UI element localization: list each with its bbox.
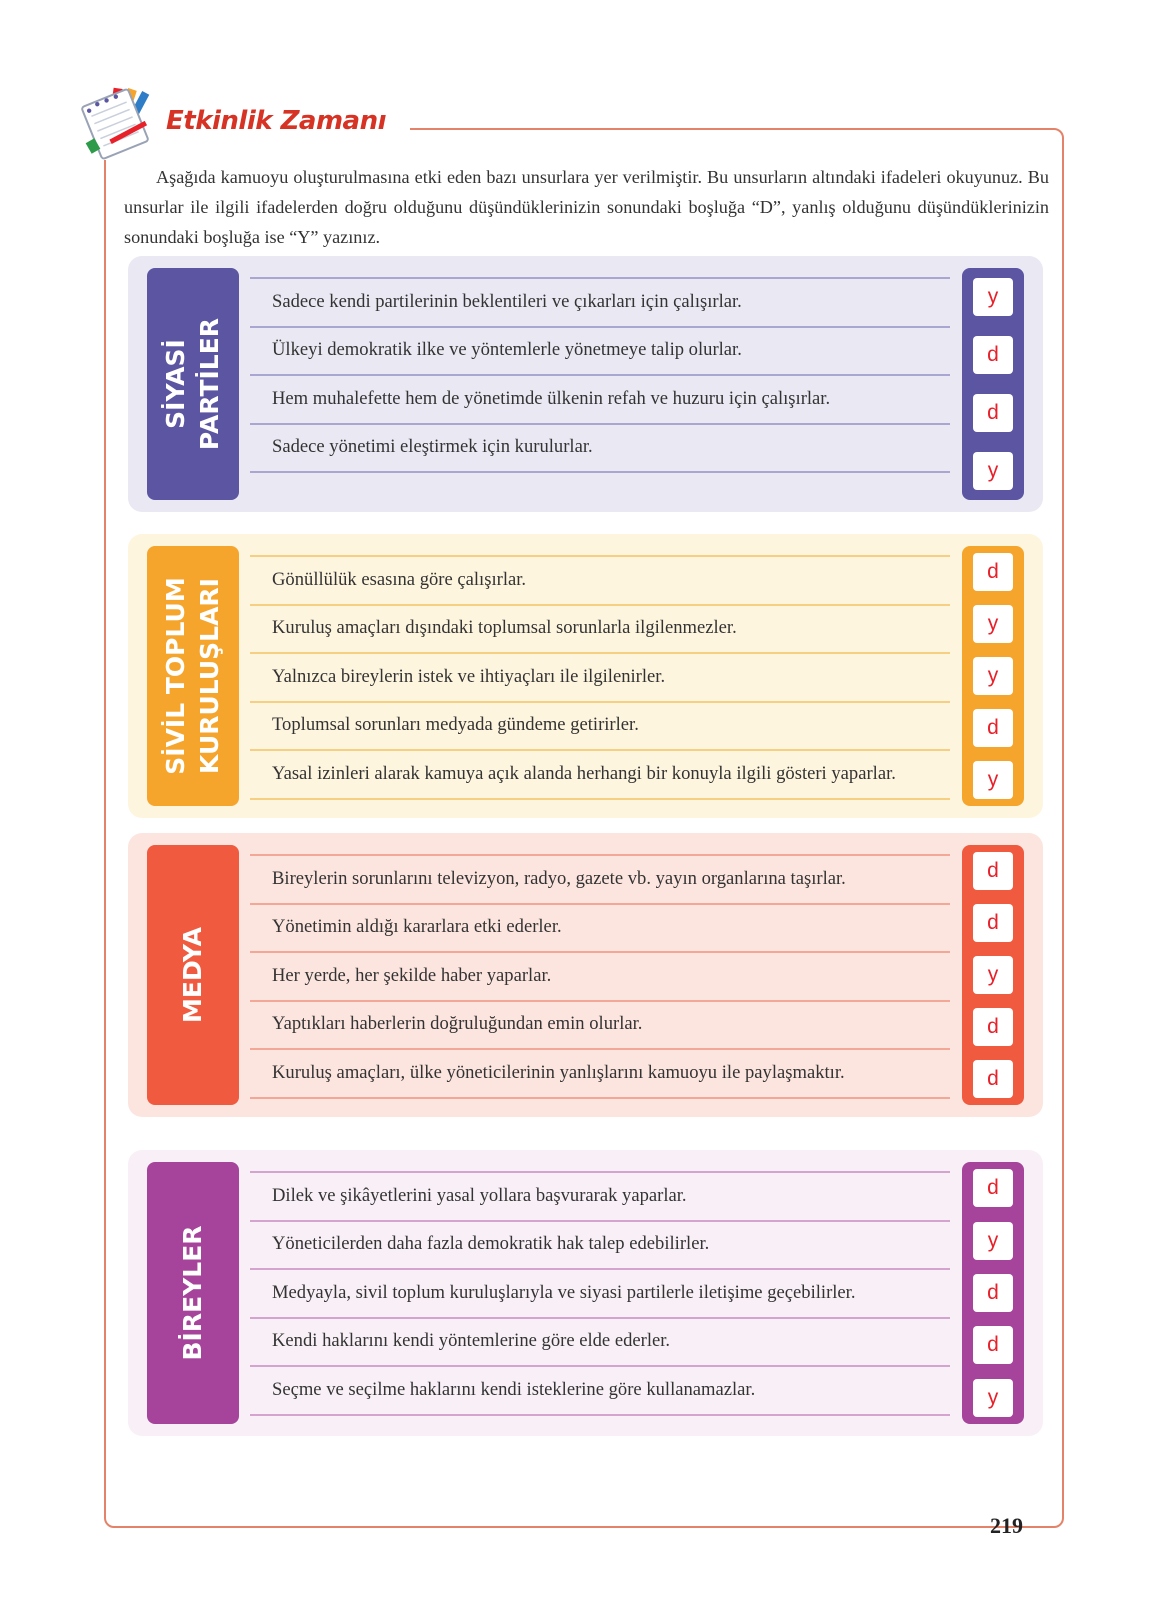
answer-box[interactable]: d xyxy=(973,904,1013,942)
statement-list xyxy=(250,1171,950,1416)
answer-box[interactable]: d xyxy=(973,1169,1013,1207)
section-4 xyxy=(128,1150,1043,1436)
statement-row: Gönüllülük esasına göre çalışırlar. xyxy=(272,568,527,590)
section-label-text xyxy=(176,1225,210,1360)
section-label-line: BİREYLER xyxy=(178,1225,207,1361)
row-divider xyxy=(250,1097,950,1099)
answer-box[interactable]: y xyxy=(973,452,1013,490)
section-label-line: PARTİLER xyxy=(195,317,224,451)
section-label xyxy=(147,546,239,806)
answer-box[interactable]: y xyxy=(973,278,1013,316)
answer-box[interactable]: y xyxy=(973,657,1013,695)
section-2 xyxy=(128,534,1043,818)
statement-row: Sadece kendi partilerinin beklentileri ve çıkarları için çalışırlar. xyxy=(272,290,742,312)
statement-row: Yaptıkları haberlerin doğruluğundan emin olurlar. xyxy=(272,1013,643,1035)
answer-box[interactable]: d xyxy=(973,852,1013,890)
answer-column xyxy=(962,546,1024,806)
statement-row: Her yerde, her şekilde haber yaparlar. xyxy=(272,964,552,986)
notebook-pencils-icon xyxy=(80,82,162,160)
page-number: 219 xyxy=(990,1513,1023,1538)
answer-box[interactable]: y xyxy=(973,1379,1013,1417)
answer-box[interactable]: d xyxy=(973,1060,1013,1098)
statement-list xyxy=(250,555,950,800)
answer-box[interactable]: y xyxy=(973,761,1013,799)
answer-box[interactable]: y xyxy=(973,956,1013,994)
statement-row: Medyayla, sivil toplum kuruluşlarıyla ve siyasi partilerle iletişime geçebilirler. xyxy=(272,1281,856,1303)
statement-list xyxy=(250,854,950,1099)
answer-box[interactable]: y xyxy=(973,1222,1013,1260)
statement-row: Kendi haklarını kendi yöntemlerine göre elde ederler. xyxy=(272,1330,671,1352)
section-label xyxy=(147,1162,239,1424)
statement-row: Sadece yönetimi eleştirmek için kurulurlar. xyxy=(272,436,593,458)
statement-row: Bireylerin sorunlarını televizyon, radyo, gazete vb. yayın organlarına taşırlar. xyxy=(272,867,846,889)
statement-row: Yöneticilerden daha fazla demokratik hak talep edebilirler. xyxy=(272,1233,710,1255)
answer-box[interactable]: d xyxy=(973,709,1013,747)
answer-box[interactable]: d xyxy=(973,553,1013,591)
section-label-line: KURULUŞLARI xyxy=(195,578,224,774)
section-label xyxy=(147,268,239,500)
statement-row: Yasal izinleri alarak kamuya açık alanda herhangi bir konuyla ilgili gösteri yaparlar. xyxy=(272,762,896,784)
activity-title: Etkinlik Zamanı xyxy=(166,106,387,136)
section-label-line: SİYASİ xyxy=(161,339,190,429)
statement-row: Dilek ve şikâyetlerini yasal yollara başvurarak yaparlar. xyxy=(272,1184,687,1206)
answer-box[interactable]: d xyxy=(973,1274,1013,1312)
statement-row: Seçme ve seçilme haklarını kendi isteklerine göre kullanamazlar. xyxy=(272,1378,756,1400)
statement-row: Kuruluş amaçları, ülke yöneticilerinin yanlışlarını kamuoyu ile paylaşmaktır. xyxy=(272,1061,845,1083)
statement-row: Toplumsal sorunları medyada gündeme getirirler. xyxy=(272,714,639,736)
statement-row: Hem muhalefette hem de yönetimde ülkenin refah ve huzuru için çalışırlar. xyxy=(272,387,831,409)
section-label-text xyxy=(159,577,227,774)
answer-column xyxy=(962,268,1024,500)
answer-box[interactable]: d xyxy=(973,336,1013,374)
activity-instructions: Aşağıda kamuoyu oluşturulmasına etki eden bazı unsurlara yer verilmiştir. Bu unsurların altındaki ifadeleri okuyunuz. Bu unsurlar ile ilgili ifadelerden doğru olduğunu düşündüklerinizin sonundaki boşluğa “D”, yanlış olduğunu düşündüklerinizin sonundaki boşluğa ise “Y” yazınız. xyxy=(124,167,1049,247)
row-divider xyxy=(250,1414,950,1416)
answer-box[interactable]: y xyxy=(973,605,1013,643)
section-label-line: MEDYA xyxy=(178,927,207,1023)
section-label-text xyxy=(176,927,210,1023)
row-divider xyxy=(250,798,950,800)
statement-row: Ülkeyi demokratik ilke ve yöntemlerle yönetmeye talip olurlar. xyxy=(272,339,742,361)
section-label-line: SİVİL TOPLUM xyxy=(161,577,190,775)
section-3 xyxy=(128,833,1043,1117)
answer-column xyxy=(962,1162,1024,1424)
section-1 xyxy=(128,256,1043,512)
statement-row: Yalnızca bireylerin istek ve ihtiyaçları ile ilgilenirler. xyxy=(272,665,666,687)
answer-box[interactable]: d xyxy=(973,1008,1013,1046)
answer-box[interactable]: d xyxy=(973,1326,1013,1364)
section-label-text xyxy=(159,318,227,450)
statement-list xyxy=(250,277,950,473)
answer-box[interactable]: d xyxy=(973,394,1013,432)
statement-row: Yönetimin aldığı kararlara etki ederler. xyxy=(272,916,562,938)
row-divider xyxy=(250,471,950,473)
answer-column xyxy=(962,845,1024,1105)
section-label xyxy=(147,845,239,1105)
statement-row: Kuruluş amaçları dışındaki toplumsal sorunlarla ilgilenmezler. xyxy=(272,617,737,639)
